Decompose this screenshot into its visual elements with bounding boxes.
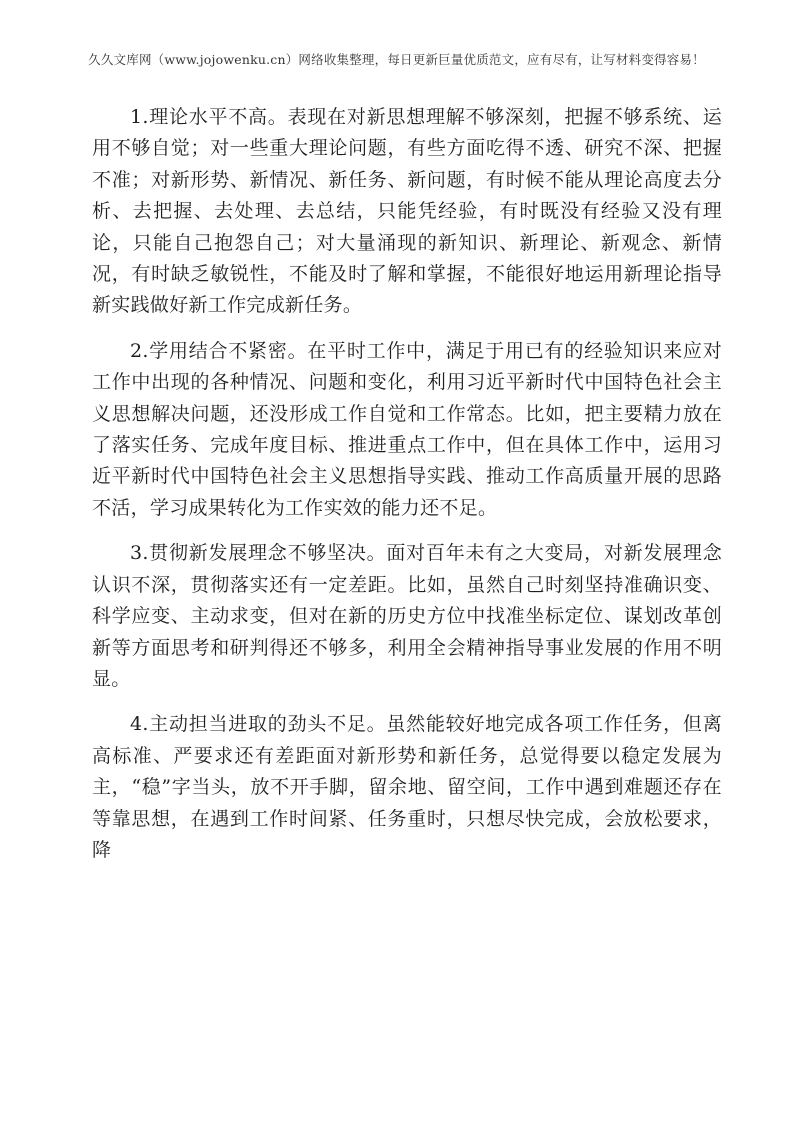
header-note: 久久文库网（www.jojowenku.cn）网络收集整理，每日更新巨量优质范文，应有尽有，让写材料变得容易！ — [88, 52, 705, 67]
paragraph-3: 3.贯彻新发展理念不够坚决。面对百年未有之大变局，对新发展理念认识不深，贯彻落实还有一定差距。比如，虽然自己时刻坚持准确识变、科学应变、主动求变，但对在新的历史方位中找准坐标定位、谋划改革创新等方面思考和研判得还不够多，利用全会精神指导事业发展的作用不明显。 — [92, 542, 722, 690]
paragraph-4: 4.主动担当进取的劲头不足。虽然能较好地完成各项工作任务，但离高标准、严要求还有差距面对新形势和新任务，总觉得要以稳定发展为主，“稳”字当头，放不开手脚，留余地、留空间，工作中遇到难题还存在等靠思想，在遇到工作时间紧、任务重时，只想尽快完成，会放松要求，降 — [92, 713, 722, 861]
paragraph-1: 1.理论水平不高。表现在对新思想理解不够深刻，把握不够系统、运用不够自觉；对一些重大理论问题，有些方面吃得不透、研究不深、把握不准；对新形势、新情况、新任务、新问题，有时候不能从理论高度去分析、去把握、去处理、去总结，只能凭经验，有时既没有经验又没有理论，只能自己抱怨自己；对大量涌现的新知识、新理论、新观念、新情况，有时缺乏敏锐性，不能及时了解和掌握，不能很好地运用新理论指导新实践做好新工作完成新任务。 — [92, 106, 722, 317]
document-body — [92, 102, 722, 880]
paragraph-2: 2.学用结合不紧密。在平时工作中，满足于用已有的经验知识来应对工作中出现的各种情况、问题和变化，利用习近平新时代中国特色社会主义思想解决问题，还没形成工作自觉和工作常态。比如，把主要精力放在了落实任务、完成年度目标、推进重点工作中，但在具体工作中，运用习近平新时代中国特色社会主义思想指导实践、推动工作高质量开展的思路不活，学习成果转化为工作实效的能力还不足。 — [92, 339, 722, 519]
